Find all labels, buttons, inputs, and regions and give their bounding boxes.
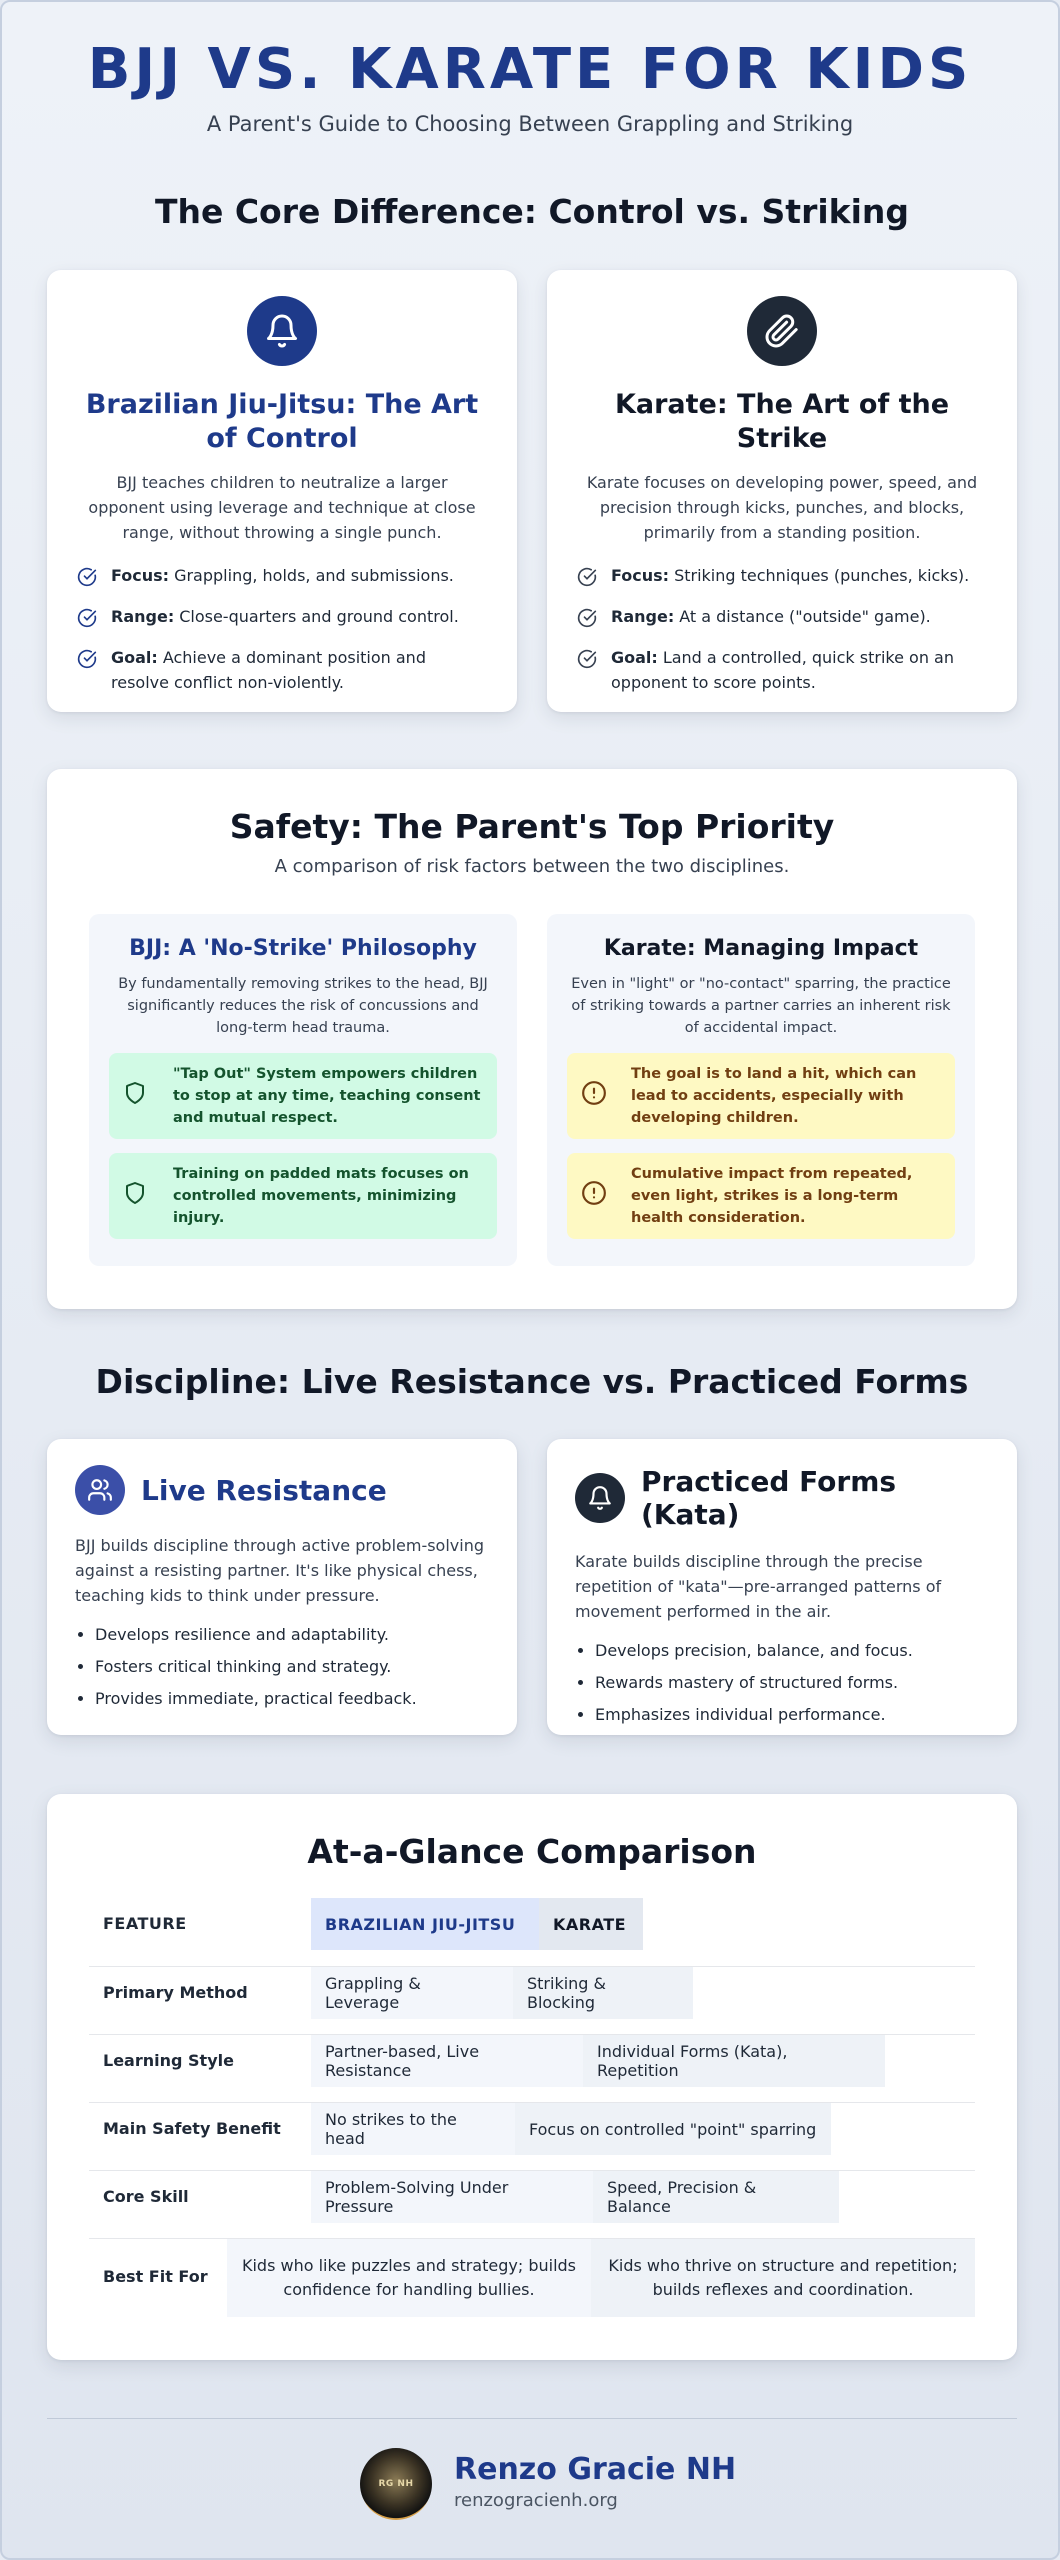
footer-url[interactable]: renzogracienh.org [454,2490,618,2511]
bell-icon [247,296,317,366]
comparison-table-card [47,1794,1017,2360]
list-item: • Develops resilience and adaptability. [95,1622,489,1647]
bell-icon [575,1473,625,1523]
users-icon [75,1465,125,1515]
list-item: • Develops precision, balance, and focus. [595,1638,989,1663]
safety-karate-desc: Even in "light" or "no-contact" sparring, the practice of striking towards a partner carries an inherent risk of accidental impact. [571,976,951,1036]
discipline-karate-title: Practiced Forms (Kata) [641,1465,897,1531]
list-item: • Rewards mastery of structured forms. [595,1670,989,1695]
safety-bjj-desc: By fundamentally removing strikes to the head, BJJ significantly reduces the risk of concussions and long-term head trauma. [118,976,488,1036]
table-cell: Grappling & Leverage [311,1967,513,2019]
core-karate-desc: Karate focuses on developing power, speed, and precision through kicks, punches, and blocks, primarily from a standing position. [586,473,978,542]
table-cell: Partner-based, Live Resistance [311,2035,583,2087]
list-item: • Emphasizes individual performance. [595,1702,989,1727]
safety-karate-title: Karate: Managing Impact [603,936,919,961]
check-circle-icon [577,608,599,635]
table-cell: Problem-Solving Under Pressure [311,2171,593,2223]
hero [2,2,1058,136]
table-row-label: Core Skill [103,2187,189,2206]
table-cell: Striking & Blocking [513,1967,693,2019]
table-cell: Focus on controlled "point" sparring [515,2103,831,2155]
table-cell: Individual Forms (Kata), Repetition [583,2035,885,2087]
discipline-karate-desc: Karate builds discipline through the precise repetition of "kata"—pre-arranged patterns of movement performed in the air. [575,1552,942,1621]
discipline-bjj-title: Live Resistance [141,1473,387,1507]
list-item: Range: Close-quarters and ground control. [77,604,487,635]
list-item: Goal: Land a controlled, quick strike on an opponent to score points. [577,645,987,695]
footer-brand-name: Renzo Gracie NH [454,2452,737,2487]
table-header-bjj: BRAZILIAN JIU-JITSU [311,1898,539,1950]
table-row-label: Primary Method [103,1983,248,2002]
core-card-bjj [47,270,517,712]
gym-logo: RG NH [360,2448,432,2520]
table-row [89,2238,975,2318]
table-cell: Kids who thrive on structure and repetition; builds reflexes and coordination. [591,2239,975,2317]
page-title: BJJ VS. KARATE FOR KIDS [87,37,973,102]
list-item: Focus: Striking techniques (punches, kicks). [577,563,987,594]
shield-icon [123,1080,149,1113]
list-item: • Fosters critical thinking and strategy. [95,1654,489,1679]
list-item: Goal: Achieve a dominant position and resolve conflict non-violently. [77,645,487,695]
check-circle-icon [577,567,599,594]
table-header-karate: KARATE [539,1898,643,1950]
check-circle-icon [577,649,599,676]
core-card-karate [547,270,1017,712]
table-row [89,2170,975,2238]
discipline-karate-list [575,1638,989,1727]
table-cell: Speed, Precision & Balance [593,2171,839,2223]
discipline-bjj-list [75,1622,489,1711]
core-bjj-list [77,563,487,695]
table-row-label: Learning Style [103,2051,234,2070]
safety-card [47,769,1017,1309]
paperclip-icon [747,296,817,366]
list-item: Focus: Grappling, holds, and submissions. [77,563,487,594]
table-row [89,2102,975,2170]
core-section-title: The Core Difference: Control vs. Striking [154,192,910,231]
core-bjj-desc: BJJ teaches children to neutralize a larger opponent using leverage and technique at close range, without throwing a single punch. [88,473,476,542]
discipline-card-karate [547,1439,1017,1735]
core-bjj-title: Brazilian Jiu-Jitsu: The Art of Control [85,389,479,454]
table-header-feature: FEATURE [103,1914,187,1933]
discipline-bjj-desc: BJJ builds discipline through active problem-solving against a resisting partner. It's like physical chess, teaching kids to think under pressure. [75,1536,484,1605]
core-karate-title: Karate: The Art of the Strike [614,389,950,454]
safety-panel-bjj [89,914,517,1266]
shield-icon [123,1180,149,1213]
table-row [89,2034,975,2102]
alert-circle-icon [581,1180,607,1213]
warning-note: The goal is to land a hit, which can lead to accidents, especially with developing children. [567,1053,955,1139]
core-karate-list [577,563,987,695]
safety-title: Safety: The Parent's Top Priority [229,807,835,846]
page-subtitle: A Parent's Guide to Choosing Between Grappling and Striking [206,112,854,136]
table-row-label: Best Fit For [103,2267,208,2286]
discipline-section-title: Discipline: Live Resistance vs. Practiced Forms [95,1362,969,1401]
alert-circle-icon [581,1080,607,1113]
table-row [89,1966,975,2034]
table-cell: No strikes to the head [311,2103,515,2155]
list-item: • Provides immediate, practical feedback. [95,1686,489,1711]
discipline-card-bjj [47,1439,517,1735]
safety-subtitle: A comparison of risk factors between the two disciplines. [274,856,790,877]
check-circle-icon [77,649,99,676]
table-row-label: Main Safety Benefit [103,2119,281,2138]
footer-divider [47,2418,1017,2419]
table-cell: Kids who like puzzles and strategy; builds confidence for handling bullies. [227,2239,591,2317]
safety-panel-karate [547,914,975,1266]
check-circle-icon [77,567,99,594]
list-item: Range: At a distance ("outside" game). [577,604,987,635]
check-circle-icon [77,608,99,635]
warning-note: Cumulative impact from repeated, even light, strikes is a long-term health consideration. [567,1153,955,1239]
table-header-row [89,1898,975,1950]
safety-note: Training on padded mats focuses on controlled movements, minimizing injury. [109,1153,497,1239]
table-title: At-a-Glance Comparison [307,1832,757,1871]
safety-bjj-title: BJJ: A 'No-Strike' Philosophy [129,936,477,961]
safety-note: "Tap Out" System empowers children to stop at any time, teaching consent and mutual respect. [109,1053,497,1139]
